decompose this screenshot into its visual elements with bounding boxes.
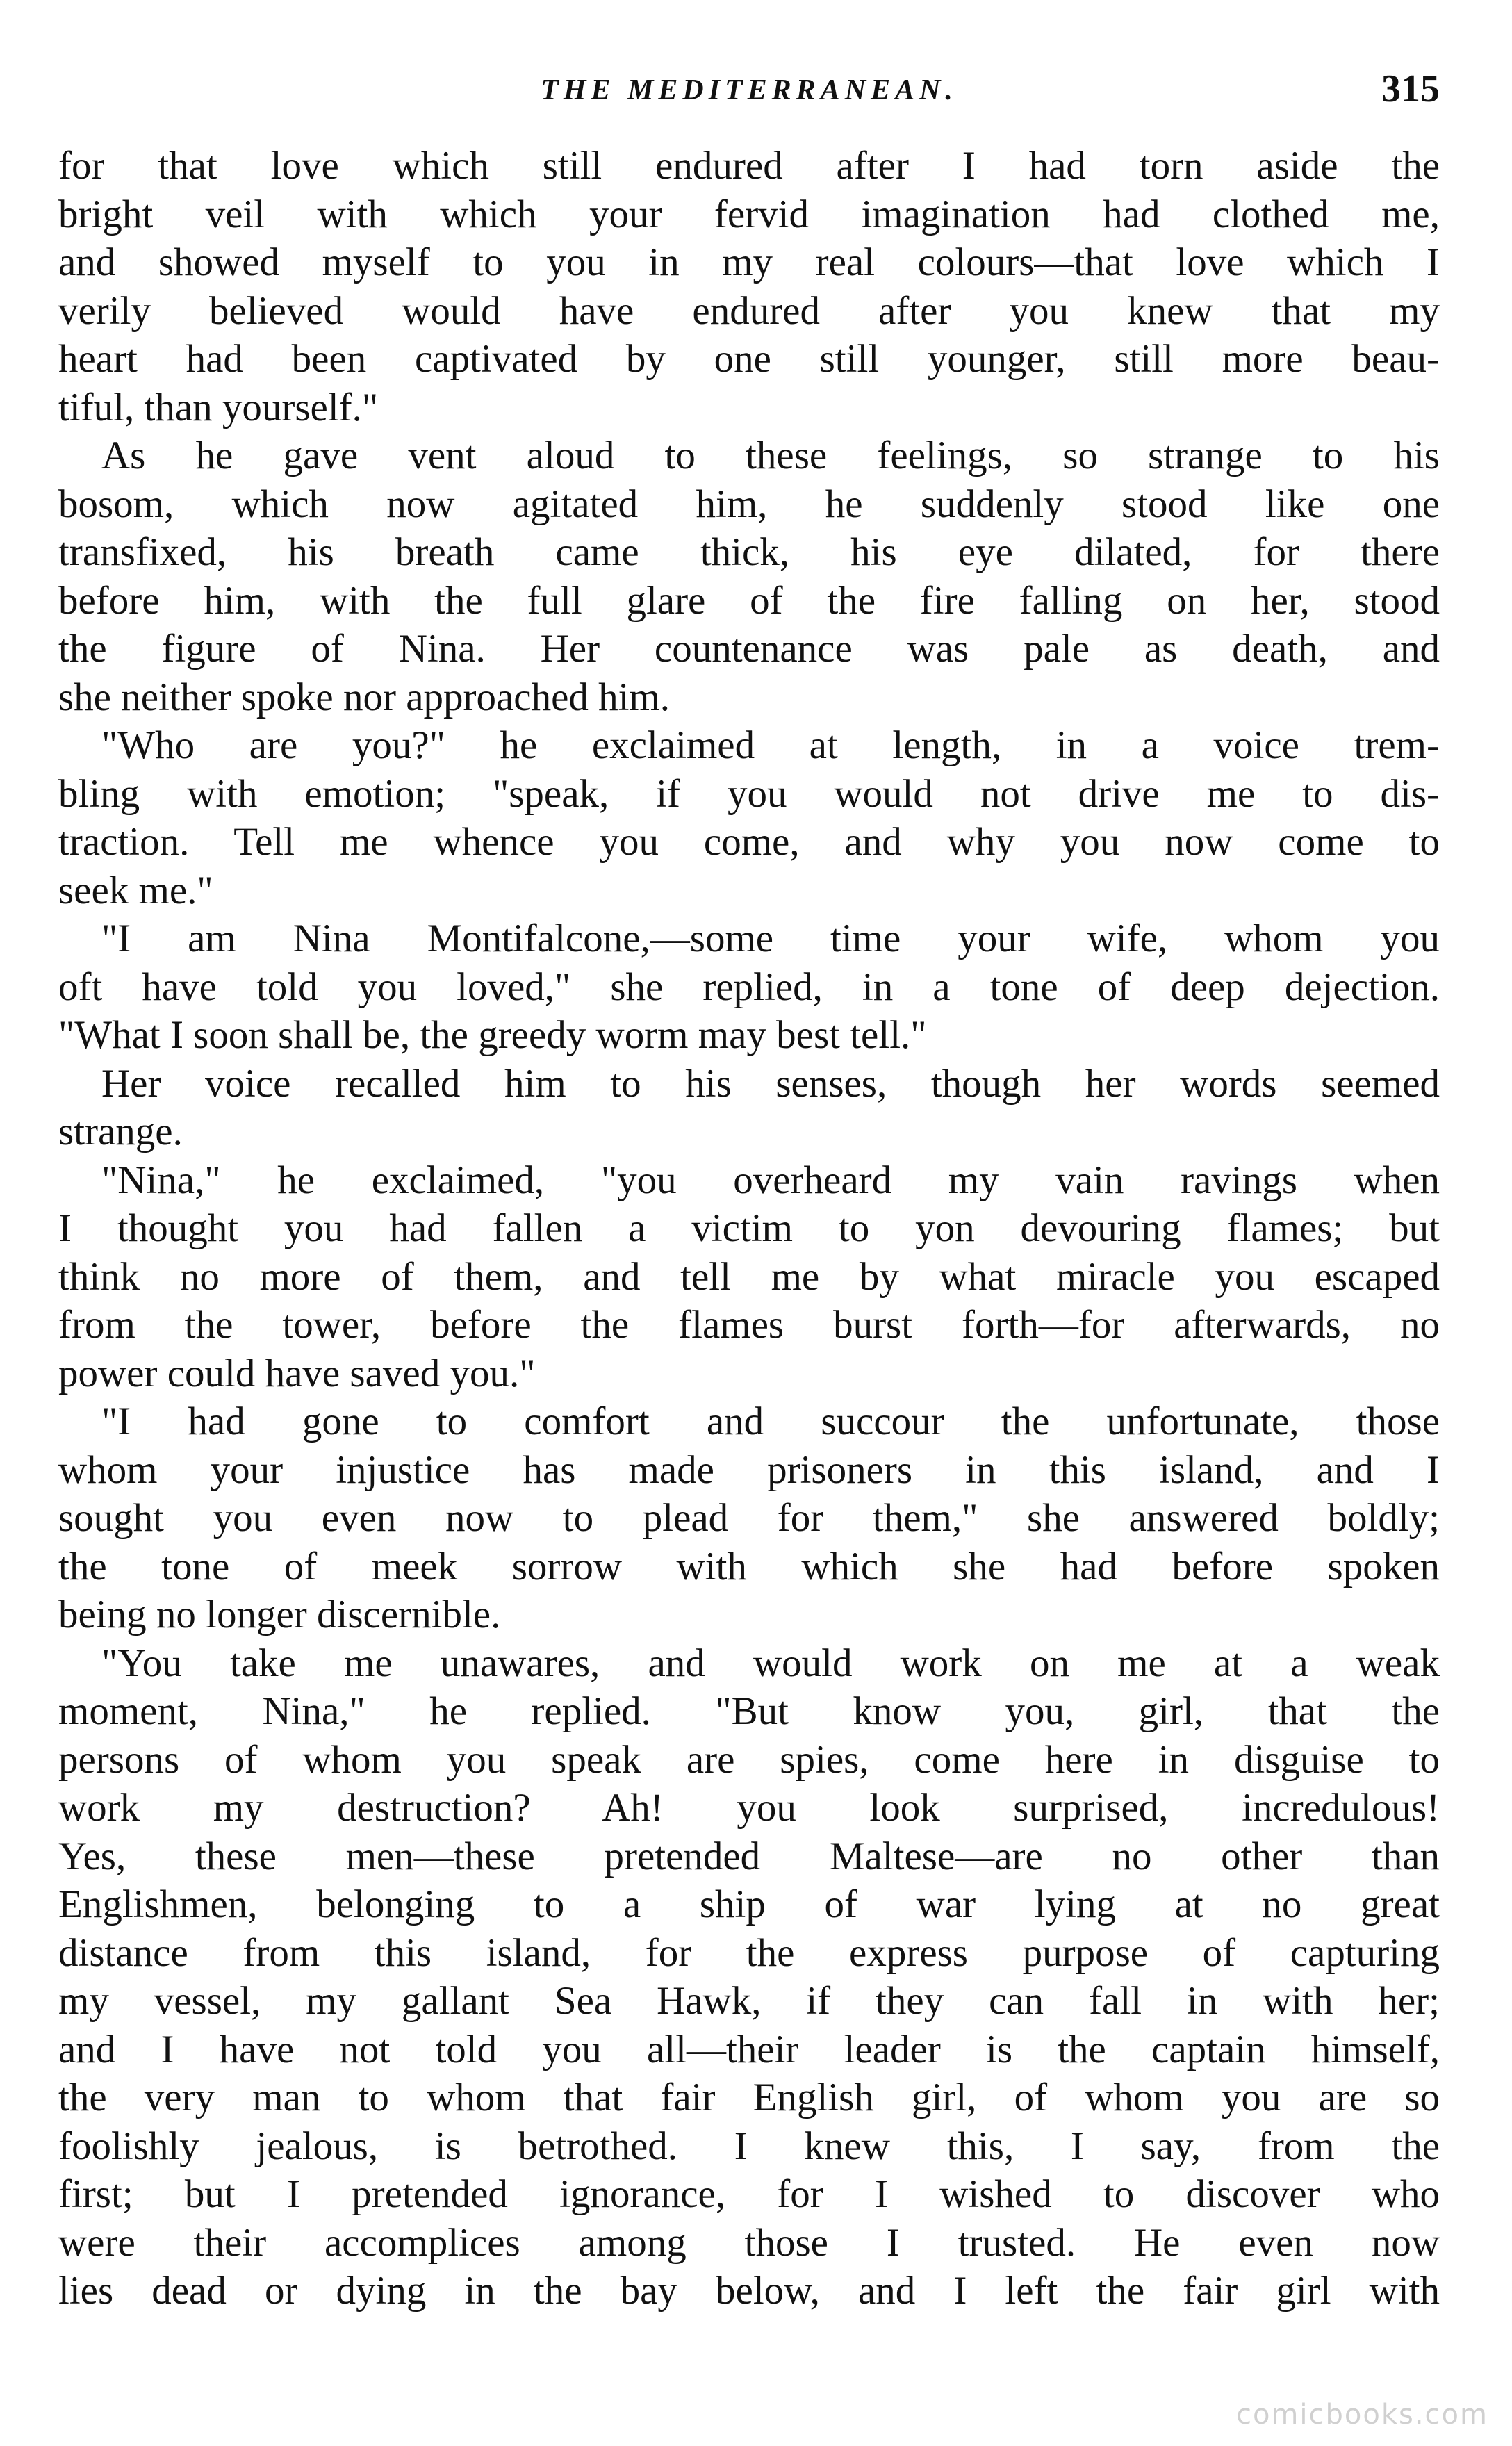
text-line: moment, Nina," he replied. "But know you, girl, that the: [58, 1689, 1440, 1733]
text-line: "Who are you?" he exclaimed at length, in a voice trem-: [101, 723, 1440, 767]
text-line: being no longer discernible.: [58, 1593, 501, 1636]
text-line: As he gave vent aloud to these feelings, so strange to his: [101, 434, 1440, 477]
text-line: oft have told you loved," she replied, in a tone of deep dejection.: [58, 965, 1440, 1009]
text-line: seek me.": [58, 868, 213, 912]
text-line: think no more of them, and tell me by what miracle you escaped: [58, 1254, 1440, 1299]
text-line: verily believed would have endured after you knew that my: [58, 288, 1440, 333]
text-line: Yes, these men—these pretended Maltese—are no other than: [58, 1834, 1440, 1878]
text-line: I thought you had fallen a victim to yon devouring flames; but: [58, 1206, 1440, 1250]
text-line: sought you even now to plead for them," she answered boldly;: [58, 1496, 1440, 1540]
text-line: power could have saved you.": [58, 1351, 536, 1395]
body-text: [58, 142, 1440, 2315]
text-line: before him, with the full glare of the fire falling on her, stood: [58, 578, 1440, 623]
running-title: THE MEDITERRANEAN.: [541, 74, 958, 106]
text-line: heart had been captivated by one still younger, still more beau-: [58, 337, 1440, 381]
text-line: Her voice recalled him to his senses, though her words seemed: [101, 1061, 1440, 1106]
page-number: 315: [1381, 67, 1440, 110]
text-line: "Nina," he exclaimed, "you overheard my vain ravings when: [101, 1158, 1440, 1202]
text-line: my vessel, my gallant Sea Hawk, if they can fall in with her;: [58, 1979, 1440, 2023]
text-line: lies dead or dying in the bay below, and I left the fair girl with: [58, 2269, 1440, 2313]
text-line: tiful, than yourself.": [58, 385, 379, 429]
text-line: transfixed, his breath came thick, his eye dilated, for there: [58, 530, 1440, 574]
running-head: [58, 67, 1440, 124]
text-line: "You take me unawares, and would work on me at a weak: [101, 1641, 1440, 1685]
text-line: persons of whom you speak are spies, come here in disguise to: [58, 1737, 1440, 1782]
text-line: Englishmen, belonging to a ship of war lying at no great: [58, 1882, 1440, 1926]
text-line: "I am Nina Montifalcone,—some time your wife, whom you: [101, 917, 1440, 960]
text-line: for that love which still endured after I had torn aside the: [58, 144, 1440, 188]
text-line: distance from this island, for the express purpose of capturing: [58, 1930, 1440, 1975]
text-line: bright veil with which your fervid imagination had clothed me,: [58, 192, 1440, 236]
text-line: "I had gone to comfort and succour the unfortunate, those: [101, 1400, 1440, 1443]
text-line: the figure of Nina. Her countenance was pale as death, and: [58, 627, 1440, 671]
book-page: [58, 67, 1440, 2381]
text-line: strange.: [58, 1110, 183, 1154]
paragraph: [58, 432, 1440, 721]
text-line: the very man to whom that fair English girl, of whom you are so: [58, 2076, 1440, 2119]
paragraph: [58, 1060, 1440, 1156]
text-line: first; but I pretended ignorance, for I wished to discover who: [58, 2172, 1440, 2216]
text-line: "What I soon shall be, the greedy worm may best tell.": [58, 1013, 927, 1057]
text-line: she neither spoke nor approached him.: [58, 675, 671, 719]
text-line: bosom, which now agitated him, he suddenly stood like one: [58, 482, 1440, 526]
text-line: whom your injustice has made prisoners in this island, and I: [58, 1447, 1440, 1492]
text-line: were their accomplices among those I trusted. He even now: [58, 2220, 1440, 2265]
text-line: bling with emotion; "speak, if you would not drive me to dis-: [58, 771, 1440, 816]
paragraph: [58, 1639, 1440, 2315]
paragraph: [58, 721, 1440, 914]
text-line: from the tower, before the flames burst forth—for afterwards, no: [58, 1303, 1440, 1347]
paragraph: [58, 142, 1440, 432]
text-line: the tone of meek sorrow with which she had before spoken: [58, 1544, 1440, 1589]
paragraph: [58, 1397, 1440, 1639]
watermark: comicbooks.com: [1235, 2399, 1488, 2431]
text-line: foolishly jealous, is betrothed. I knew this, I say, from the: [58, 2124, 1440, 2168]
text-line: traction. Tell me whence you come, and why you now come to: [58, 820, 1440, 864]
text-line: and I have not told you all—their leader is the captain himself,: [58, 2027, 1440, 2071]
paragraph: [58, 1156, 1440, 1398]
text-line: work my destruction? Ah! you look surprised, incredulous!: [58, 1786, 1440, 1830]
text-line: and showed myself to you in my real colours—that love which I: [58, 240, 1440, 284]
paragraph: [58, 914, 1440, 1060]
